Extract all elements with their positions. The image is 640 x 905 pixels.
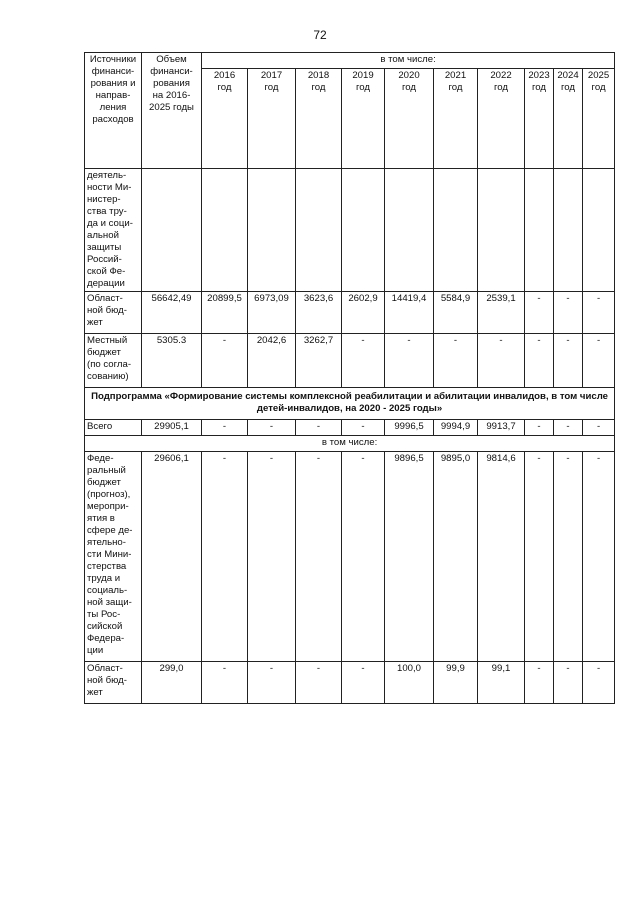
row-value: 9814,6 bbox=[478, 451, 525, 661]
header-year-2019: 2019 год bbox=[342, 69, 385, 169]
row-value: - bbox=[296, 419, 342, 435]
row-value: - bbox=[296, 661, 342, 703]
row-value: - bbox=[385, 333, 434, 387]
row-value: - bbox=[342, 661, 385, 703]
row-value: - bbox=[342, 451, 385, 661]
header-year-2022: 2022 год bbox=[478, 69, 525, 169]
row-value: - bbox=[583, 661, 615, 703]
row-label: Област- ной бюд- жет bbox=[85, 291, 142, 333]
row-value: 9895,0 bbox=[434, 451, 478, 661]
table-row bbox=[85, 419, 615, 435]
row-value: 99,1 bbox=[478, 661, 525, 703]
header-year-2021: 2021 год bbox=[434, 69, 478, 169]
header-source-col: Источники финанси- рования и направ- ления расходов bbox=[85, 53, 142, 169]
row-value: 3262,7 bbox=[296, 333, 342, 387]
row-value: - bbox=[583, 333, 615, 387]
row-value: - bbox=[554, 333, 583, 387]
row-value: - bbox=[248, 661, 296, 703]
table-row bbox=[85, 333, 615, 387]
row-value: - bbox=[248, 451, 296, 661]
subprogram-title: Подпрограмма «Формирование системы комплексной реабилитации и абилитации инвалидов, в том числе детей-инвалидов, на 2020 - 2025 годы» bbox=[85, 387, 615, 419]
including-label: в том числе: bbox=[85, 435, 615, 451]
row-value: 99,9 bbox=[434, 661, 478, 703]
row-value: 9996,5 bbox=[385, 419, 434, 435]
row-value: - bbox=[525, 661, 554, 703]
table-row bbox=[85, 661, 615, 703]
header-year-2016: 2016 год bbox=[202, 69, 248, 169]
row-label: Феде- ральный бюджет (прогноз), меропри- ятия в сфере де- ятельно- сти Мини- стерства труда и социаль- ной защи- ты Рос- сийской Федера- ции bbox=[85, 451, 142, 661]
header-year-2024: 2024 год bbox=[554, 69, 583, 169]
header-year-2018: 2018 год bbox=[296, 69, 342, 169]
row-value: - bbox=[525, 419, 554, 435]
row-value: - bbox=[583, 451, 615, 661]
row-value: 9913,7 bbox=[478, 419, 525, 435]
continuation-cell: деятель- ности Ми- нистер- ства тру- да и соци- альной защиты Россий- ской Фе- дерации bbox=[85, 169, 142, 292]
row-label: Всего bbox=[85, 419, 142, 435]
row-value: - bbox=[554, 419, 583, 435]
header-year-2020: 2020 год bbox=[385, 69, 434, 169]
row-label: Област- ной бюд- жет bbox=[85, 661, 142, 703]
row-label: Местный бюджет (по согла- сованию) bbox=[85, 333, 142, 387]
row-value: - bbox=[202, 661, 248, 703]
row-value: - bbox=[525, 333, 554, 387]
row-total: 29905,1 bbox=[142, 419, 202, 435]
subprogram-row bbox=[85, 387, 615, 419]
header-year-2023: 2023 год bbox=[525, 69, 554, 169]
row-value: 9994,9 bbox=[434, 419, 478, 435]
row-value: 2539,1 bbox=[478, 291, 525, 333]
row-value: 9896,5 bbox=[385, 451, 434, 661]
row-value: - bbox=[202, 333, 248, 387]
row-value: 6973,09 bbox=[248, 291, 296, 333]
header-year-2017: 2017 год bbox=[248, 69, 296, 169]
row-value: 3623,6 bbox=[296, 291, 342, 333]
row-value: - bbox=[202, 451, 248, 661]
row-total: 29606,1 bbox=[142, 451, 202, 661]
row-value: - bbox=[248, 419, 296, 435]
row-value: - bbox=[342, 419, 385, 435]
row-total: 5305.3 bbox=[142, 333, 202, 387]
header-year-2025: 2025 год bbox=[583, 69, 615, 169]
header-including: в том числе: bbox=[202, 53, 615, 69]
including-row bbox=[85, 435, 615, 451]
row-value: - bbox=[434, 333, 478, 387]
row-value: - bbox=[296, 451, 342, 661]
row-value: 20899,5 bbox=[202, 291, 248, 333]
row-value: 2042,6 bbox=[248, 333, 296, 387]
row-value: - bbox=[583, 419, 615, 435]
table-row bbox=[85, 291, 615, 333]
row-value: - bbox=[525, 451, 554, 661]
row-value: 5584,9 bbox=[434, 291, 478, 333]
page-number: 72 bbox=[313, 28, 327, 42]
row-total: 56642,49 bbox=[142, 291, 202, 333]
table-row bbox=[85, 451, 615, 661]
header-volume-col: Объем финанси- рования на 2016- 2025 годы bbox=[142, 53, 202, 169]
row-total: 299,0 bbox=[142, 661, 202, 703]
row-value: - bbox=[342, 333, 385, 387]
financing-table bbox=[84, 52, 615, 704]
row-value: - bbox=[554, 291, 583, 333]
row-value: - bbox=[583, 291, 615, 333]
row-value: - bbox=[478, 333, 525, 387]
row-value: - bbox=[525, 291, 554, 333]
table-row bbox=[85, 169, 615, 292]
row-value: - bbox=[202, 419, 248, 435]
row-value: 2602,9 bbox=[342, 291, 385, 333]
header-row bbox=[85, 53, 615, 69]
row-value: 100,0 bbox=[385, 661, 434, 703]
row-value: - bbox=[554, 661, 583, 703]
row-value: 14419,4 bbox=[385, 291, 434, 333]
row-value: - bbox=[554, 451, 583, 661]
